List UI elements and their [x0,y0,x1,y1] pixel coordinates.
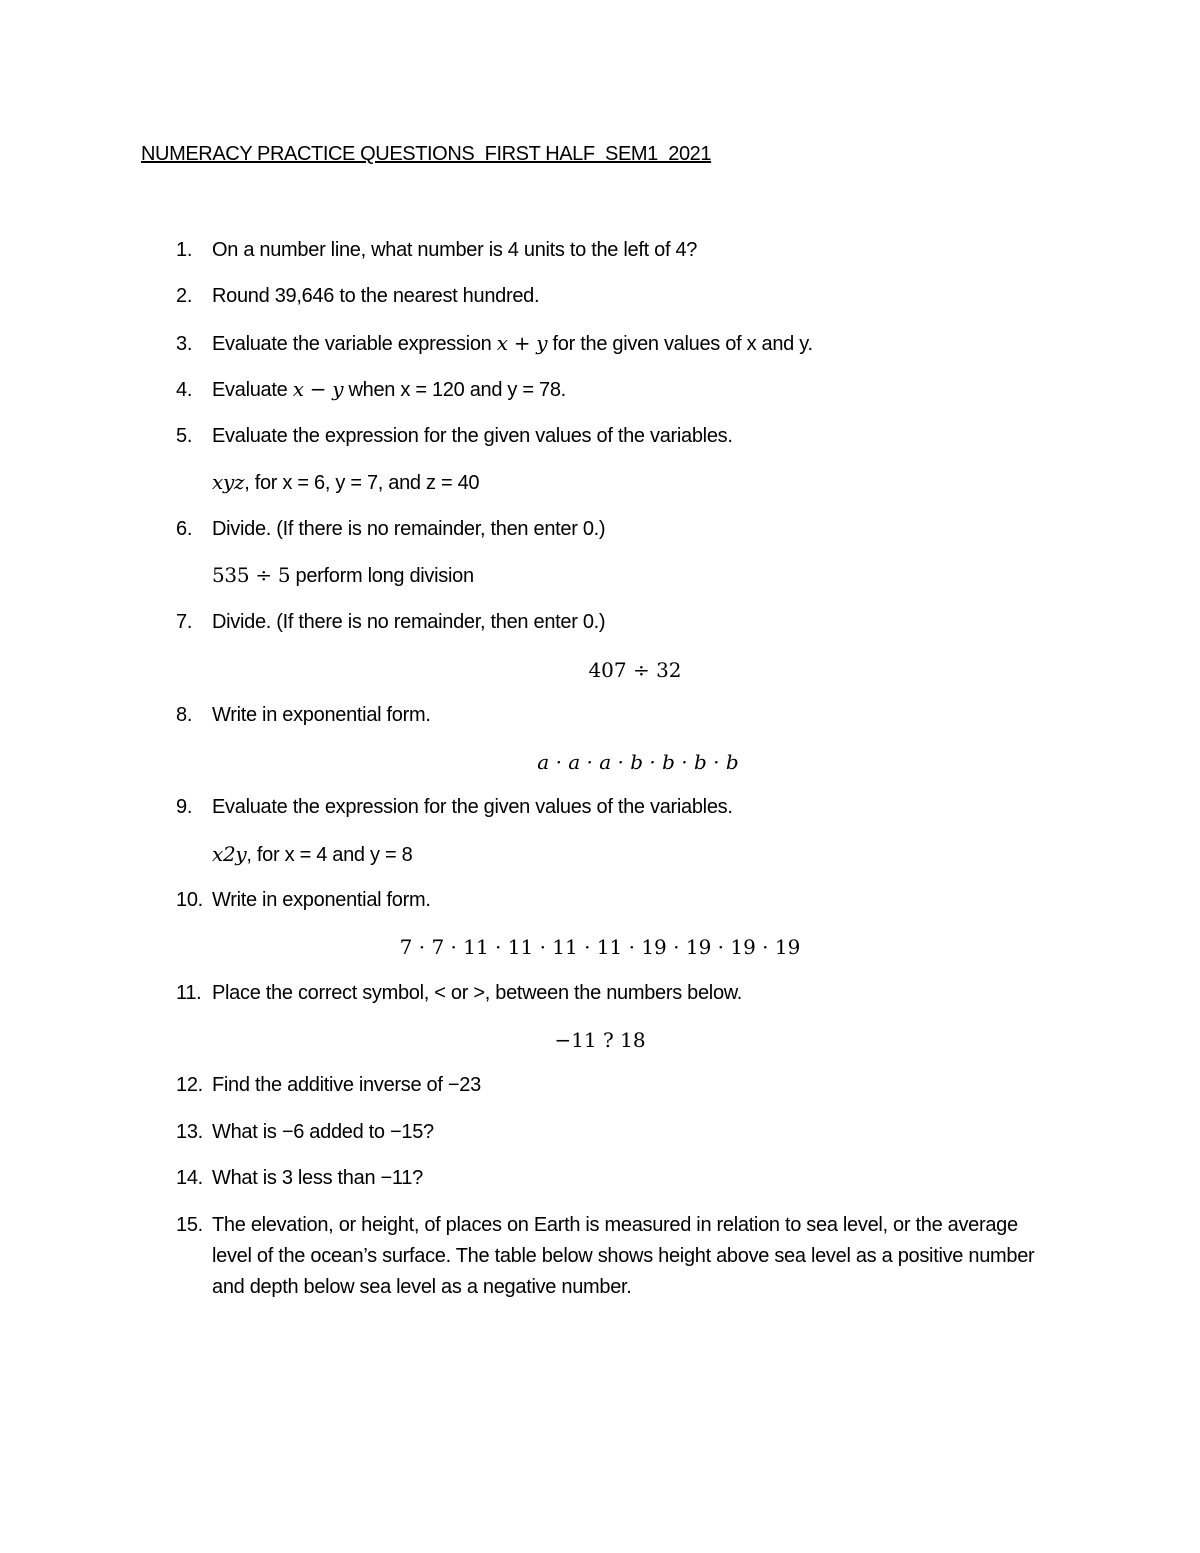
math-expression: xyz [212,470,245,494]
question-text-post: when x = 120 and y = 78. [343,379,566,401]
question-number: 14. [176,1167,203,1189]
question-7 [176,607,605,638]
centered-expression-8: a · a · a · b · b · b · b [537,750,739,774]
question-number: 15. [176,1214,203,1236]
question-text-pre: Evaluate the variable expression [212,333,497,355]
question-number: 13. [176,1121,203,1143]
question-8 [176,700,431,731]
math-expression: x − y [292,377,344,401]
question-6-sub [212,560,474,592]
question-text: Write in exponential form. [212,889,431,911]
math-expression: 535 ÷ 5 [212,563,291,587]
question-11 [176,978,742,1009]
question-9-sub [212,839,412,871]
question-text: Evaluate the expression for the given values of the variables. [212,796,733,818]
question-number: 10. [176,889,203,911]
question-text: Find the additive inverse of −23 [212,1074,481,1096]
question-number: 5. [176,425,193,447]
question-6 [176,514,605,545]
question-number: 6. [176,518,193,540]
question-14 [176,1163,423,1194]
question-3 [176,328,813,360]
question-number: 4. [176,379,193,401]
question-5 [176,421,733,452]
question-15 [176,1210,1056,1303]
question-5-sub [212,467,479,499]
question-number: 12. [176,1074,203,1096]
math-expression: x + y [496,331,548,355]
page-title: NUMERACY PRACTICE QUESTIONS FIRST HALF SEM1 2021 [141,143,712,165]
question-12 [176,1070,481,1101]
question-1 [176,235,697,266]
centered-expression-10: 7 · 7 · 11 · 11 · 11 · 11 · 19 · 19 · 19 · 19 [399,935,801,959]
question-number: 9. [176,796,193,818]
question-text-post: for the given values of x and y. [547,333,813,355]
question-text: What is 3 less than −11? [212,1167,423,1189]
sub-text: perform long division [290,565,474,587]
question-4 [176,374,566,406]
question-number: 3. [176,333,193,355]
question-text-pre: Evaluate [212,379,293,401]
question-13 [176,1117,434,1148]
question-number: 8. [176,704,193,726]
question-text: Evaluate the expression for the given values of the variables. [212,425,733,447]
question-number: 1. [176,239,193,261]
question-text: Place the correct symbol, < or >, between the numbers below. [212,982,743,1004]
math-expression: x2y [212,842,247,866]
question-text: The elevation, or height, of places on Earth is measured in relation to sea level, or the average level of the ocean’s surface. The table below shows height above sea level as a positive number and depth below sea level as a negative number. [212,1214,1035,1298]
question-text: Divide. (If there is no remainder, then enter 0.) [212,518,606,540]
centered-expression-7: 407 ÷ 32 [588,658,682,682]
question-number: 7. [176,611,193,633]
centered-expression-11: −11 ? 18 [554,1028,646,1052]
question-text: Round 39,646 to the nearest hundred. [212,285,540,307]
question-text: On a number line, what number is 4 units to the left of 4? [212,239,698,261]
question-text: Write in exponential form. [212,704,431,726]
question-text: What is −6 added to −15? [212,1121,434,1143]
question-number: 11. [176,982,202,1004]
sub-text: , for x = 4 and y = 8 [246,844,413,866]
sub-text: , for x = 6, y = 7, and z = 40 [244,472,480,494]
question-text: Divide. (If there is no remainder, then enter 0.) [212,611,606,633]
question-10 [176,885,431,916]
question-2 [176,281,539,312]
question-number: 2. [176,285,193,307]
question-9 [176,792,733,823]
